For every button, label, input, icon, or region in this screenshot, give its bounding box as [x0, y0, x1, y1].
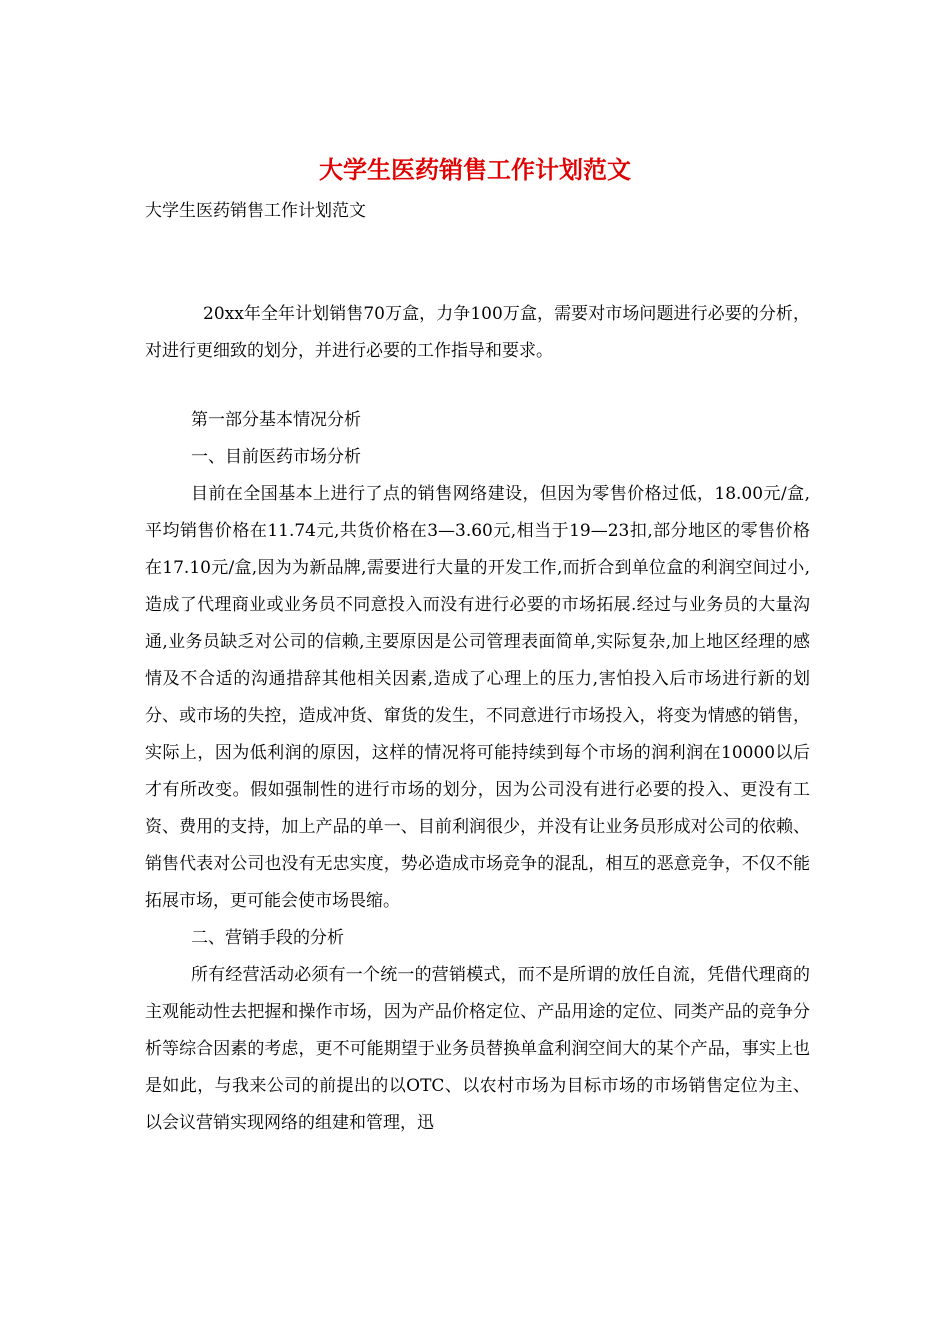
section1-heading: 一、目前医药市场分析 [191, 447, 361, 467]
part-heading: 第一部分基本情况分析 [191, 410, 361, 430]
section2-heading: 二、营销手段的分析 [191, 928, 344, 948]
intro-paragraph: 20xx年全年计划销售70万盒，力争100万盒，需要对市场问题进行必要的分析，对进行更细致的划分，并进行必要的工作指导和要求。 [145, 304, 810, 361]
document-title: 大学生医药销售工作计划范文 [319, 155, 631, 184]
document-subtitle: 大学生医药销售工作计划范文 [145, 201, 366, 221]
part-one-block [145, 402, 810, 1142]
section2-paragraph: 所有经营活动必须有一个统一的营销模式，而不是所谓的放任自流，凭借代理商的主观能动性去把握和操作市场，因为产品价格定位、产品用途的定位、同类产品的竞争分析等综合因素的考虑，更不可能期望于业务员替换单盒利润空间大的某个产品，事实上也是如此，与我来公司的前提出的以OTC、以农村市场为目标市场的市场销售定位为主、以会议营销实现网络的组建和管理，迅 [145, 965, 810, 1133]
section1-paragraph: 目前在全国基本上进行了点的销售网络建设，但因为零售价格过低，18.00元/盒,平均销售价格在11.74元,共货价格在3—3.60元,相当于19—23扣,部分地区的零售价格在17.10元/盒,因为为新品牌,需要进行大量的开发工作,而折合到单位盒的利润空间过小,造成了代理商业或业务员不同意投入而没有进行必要的市场拓展.经过与业务员的大量沟通,业务员缺乏对公司的信赖,主要原因是公司管理表面简单,实际复杂,加上地区经理的感情及不合适的沟通措辞其他相关因素,造成了心理上的压力,害怕投入后市场进行新的划分、或市场的失控，造成冲货、窜货的发生，不同意进行市场投入，将变为情感的销售，实际上，因为低利润的原因，这样的情况将可能持续到每个市场的润利润在10000以后才有所改变。假如强制性的进行市场的划分，因为公司没有进行必要的投入、更没有工资、费用的支持，加上产品的单一、目前利润很少，并没有让业务员形成对公司的依赖、销售代表对公司也没有无忠实度，势必造成市场竞争的混乱，相互的恶意竞争，不仅不能拓展市场，更可能会使市场畏缩。 [145, 484, 810, 911]
